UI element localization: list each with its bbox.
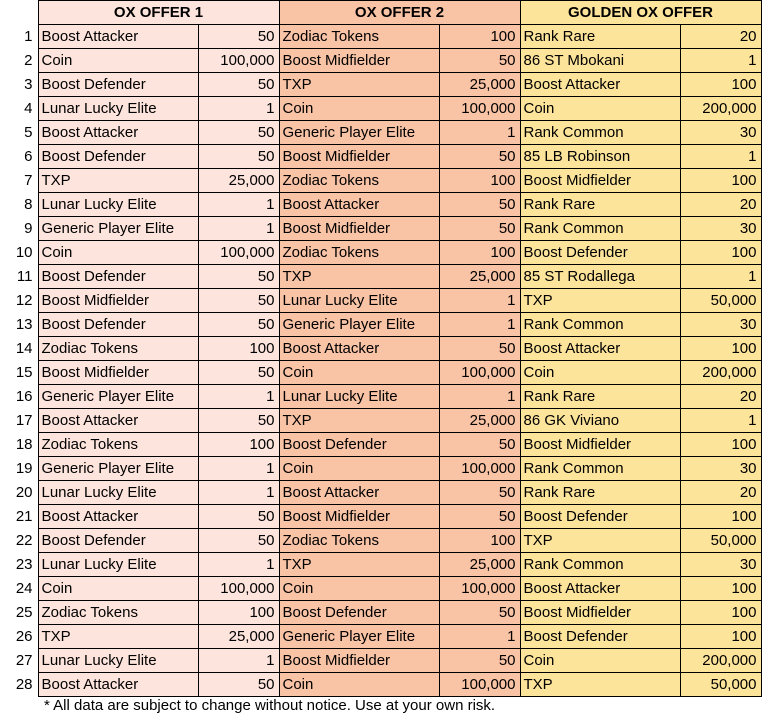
golden-item-cell[interactable]: Rank Rare	[520, 25, 680, 49]
golden-item-cell[interactable]: Boost Defender	[520, 625, 680, 649]
table-row	[0, 625, 761, 649]
offer2-item-cell[interactable]: Boost Midfielder	[279, 145, 439, 169]
offer1-qty-cell[interactable]: 50	[198, 25, 279, 49]
row-number-cell: 5	[0, 121, 38, 145]
offer1-qty-cell[interactable]: 1	[198, 481, 279, 505]
golden-item-cell[interactable]: Boost Attacker	[520, 73, 680, 97]
golden-item-cell[interactable]: Rank Rare	[520, 385, 680, 409]
table-row	[0, 241, 761, 265]
offer2-qty-cell[interactable]: 25,000	[439, 73, 520, 97]
golden-item-cell[interactable]: 85 ST Rodallega	[520, 265, 680, 289]
offer2-qty-cell[interactable]: 100,000	[439, 457, 520, 481]
offer2-item-cell[interactable]: Coin	[279, 457, 439, 481]
offer1-qty-cell[interactable]: 50	[198, 313, 279, 337]
table-row	[0, 457, 761, 481]
offer2-qty-cell[interactable]: 100,000	[439, 97, 520, 121]
offer1-item-cell[interactable]: Lunar Lucky Elite	[38, 553, 198, 577]
offer1-qty-cell[interactable]: 100,000	[198, 49, 279, 73]
golden-qty-cell[interactable]: 1	[680, 409, 761, 433]
golden-qty-cell[interactable]: 100	[680, 625, 761, 649]
table-row	[0, 289, 761, 313]
row-number-cell: 17	[0, 409, 38, 433]
offer1-qty-cell[interactable]: 50	[198, 505, 279, 529]
golden-item-cell[interactable]: Boost Defender	[520, 505, 680, 529]
offer1-item-cell[interactable]: TXP	[38, 625, 198, 649]
offer1-item-cell[interactable]: Lunar Lucky Elite	[38, 193, 198, 217]
offer1-item-cell[interactable]: Zodiac Tokens	[38, 337, 198, 361]
golden-item-cell[interactable]: Rank Rare	[520, 481, 680, 505]
offer1-qty-cell[interactable]: 100	[198, 433, 279, 457]
offer1-qty-cell[interactable]: 100	[198, 601, 279, 625]
table-row	[0, 97, 761, 121]
golden-item-cell[interactable]: Rank Rare	[520, 193, 680, 217]
golden-item-cell[interactable]: TXP	[520, 529, 680, 553]
golden-qty-cell[interactable]: 30	[680, 217, 761, 241]
offer1-qty-cell[interactable]: 50	[198, 361, 279, 385]
golden-qty-cell[interactable]: 200,000	[680, 649, 761, 673]
offer2-qty-cell[interactable]: 1	[439, 289, 520, 313]
golden-qty-cell[interactable]: 50,000	[680, 529, 761, 553]
golden-item-cell[interactable]: Rank Common	[520, 313, 680, 337]
offer2-item-cell[interactable]: TXP	[279, 553, 439, 577]
header-ox-offer-2[interactable]: OX OFFER 2	[279, 1, 520, 25]
golden-qty-cell[interactable]: 30	[680, 121, 761, 145]
golden-qty-cell[interactable]: 100	[680, 169, 761, 193]
offer1-item-cell[interactable]: Boost Midfielder	[38, 361, 198, 385]
offer2-qty-cell[interactable]: 50	[439, 217, 520, 241]
offer2-item-cell[interactable]: Boost Attacker	[279, 337, 439, 361]
table-row	[0, 505, 761, 529]
table-row	[0, 217, 761, 241]
row-number-cell: 16	[0, 385, 38, 409]
offer2-item-cell[interactable]: Coin	[279, 361, 439, 385]
row-number-cell: 27	[0, 649, 38, 673]
offer1-item-cell[interactable]: Boost Defender	[38, 265, 198, 289]
golden-item-cell[interactable]: Boost Defender	[520, 241, 680, 265]
table-row	[0, 313, 761, 337]
golden-item-cell[interactable]: 86 GK Viviano	[520, 409, 680, 433]
table-row	[0, 361, 761, 385]
row-number-cell: 19	[0, 457, 38, 481]
offer2-qty-cell[interactable]: 1	[439, 313, 520, 337]
golden-qty-cell[interactable]: 30	[680, 457, 761, 481]
offer2-item-cell[interactable]: Lunar Lucky Elite	[279, 289, 439, 313]
table-row	[0, 121, 761, 145]
golden-item-cell[interactable]: Rank Common	[520, 553, 680, 577]
offer2-item-cell[interactable]: TXP	[279, 409, 439, 433]
table-row	[0, 25, 761, 49]
offer1-item-cell[interactable]: Lunar Lucky Elite	[38, 649, 198, 673]
offer2-item-cell[interactable]: Boost Defender	[279, 601, 439, 625]
row-number-cell: 26	[0, 625, 38, 649]
offer2-item-cell[interactable]: Coin	[279, 97, 439, 121]
offer1-qty-cell[interactable]: 50	[198, 121, 279, 145]
offer2-item-cell[interactable]: Boost Midfielder	[279, 217, 439, 241]
row-number-cell: 1	[0, 25, 38, 49]
golden-qty-cell[interactable]: 200,000	[680, 361, 761, 385]
offer2-qty-cell[interactable]: 50	[439, 49, 520, 73]
row-number-cell: 18	[0, 433, 38, 457]
offer2-qty-cell[interactable]: 1	[439, 121, 520, 145]
offer1-item-cell[interactable]: Generic Player Elite	[38, 457, 198, 481]
golden-item-cell[interactable]: Boost Attacker	[520, 337, 680, 361]
offer1-qty-cell[interactable]: 50	[198, 73, 279, 97]
offer2-qty-cell[interactable]: 50	[439, 649, 520, 673]
offer2-item-cell[interactable]: Boost Attacker	[279, 481, 439, 505]
row-number-cell: 2	[0, 49, 38, 73]
offer1-item-cell[interactable]: Boost Defender	[38, 145, 198, 169]
footnote: * All data are subject to change without notice. Use at your own risk.	[44, 697, 496, 714]
offer1-item-cell[interactable]: Boost Attacker	[38, 505, 198, 529]
offer1-item-cell[interactable]: Coin	[38, 577, 198, 601]
offer1-item-cell[interactable]: Boost Defender	[38, 529, 198, 553]
header-ox-offer-1[interactable]: OX OFFER 1	[38, 1, 279, 25]
golden-item-cell[interactable]: Rank Common	[520, 121, 680, 145]
offer1-item-cell[interactable]: TXP	[38, 169, 198, 193]
golden-item-cell[interactable]: Rank Common	[520, 217, 680, 241]
offer2-qty-cell[interactable]: 50	[439, 433, 520, 457]
offer1-item-cell[interactable]: Boost Defender	[38, 73, 198, 97]
row-number-cell: 6	[0, 145, 38, 169]
table-row	[0, 265, 761, 289]
header-golden-ox-offer[interactable]: GOLDEN OX OFFER	[520, 1, 761, 25]
offer1-qty-cell[interactable]: 25,000	[198, 625, 279, 649]
table-row	[0, 145, 761, 169]
corner-cell	[0, 1, 38, 25]
table-row	[0, 433, 761, 457]
table-row	[0, 193, 761, 217]
offer2-item-cell[interactable]: Boost Midfielder	[279, 649, 439, 673]
offer2-item-cell[interactable]: Boost Midfielder	[279, 505, 439, 529]
offer1-item-cell[interactable]: Boost Attacker	[38, 121, 198, 145]
table-row	[0, 385, 761, 409]
golden-item-cell[interactable]: 85 LB Robinson	[520, 145, 680, 169]
offer2-qty-cell[interactable]: 1	[439, 625, 520, 649]
offer2-qty-cell[interactable]: 50	[439, 481, 520, 505]
row-number-cell: 7	[0, 169, 38, 193]
offer2-item-cell[interactable]: Lunar Lucky Elite	[279, 385, 439, 409]
offer2-item-cell[interactable]: Zodiac Tokens	[279, 529, 439, 553]
golden-qty-cell[interactable]: 50,000	[680, 289, 761, 313]
offer1-qty-cell[interactable]: 1	[198, 553, 279, 577]
offer1-qty-cell[interactable]: 100,000	[198, 241, 279, 265]
header-row	[0, 1, 761, 25]
offer1-item-cell[interactable]: Boost Defender	[38, 313, 198, 337]
offer2-item-cell[interactable]: Boost Defender	[279, 433, 439, 457]
row-number-cell: 4	[0, 97, 38, 121]
golden-item-cell[interactable]: Coin	[520, 97, 680, 121]
row-number-cell: 11	[0, 265, 38, 289]
offer1-qty-cell[interactable]: 50	[198, 409, 279, 433]
golden-qty-cell[interactable]: 100	[680, 577, 761, 601]
table-row	[0, 409, 761, 433]
offer2-qty-cell[interactable]: 25,000	[439, 265, 520, 289]
golden-qty-cell[interactable]: 100	[680, 601, 761, 625]
offer2-qty-cell[interactable]: 50	[439, 193, 520, 217]
table-row	[0, 337, 761, 361]
offer1-item-cell[interactable]: Boost Attacker	[38, 25, 198, 49]
golden-qty-cell[interactable]: 30	[680, 313, 761, 337]
golden-qty-cell[interactable]: 20	[680, 193, 761, 217]
golden-qty-cell[interactable]: 1	[680, 49, 761, 73]
golden-qty-cell[interactable]: 100	[680, 73, 761, 97]
offer2-item-cell[interactable]: Zodiac Tokens	[279, 25, 439, 49]
row-number-cell: 25	[0, 601, 38, 625]
golden-item-cell[interactable]: TXP	[520, 673, 680, 697]
offer2-qty-cell[interactable]: 50	[439, 505, 520, 529]
offer2-qty-cell[interactable]: 100,000	[439, 673, 520, 697]
offer2-item-cell[interactable]: Zodiac Tokens	[279, 241, 439, 265]
table-row	[0, 169, 761, 193]
golden-item-cell[interactable]: Boost Midfielder	[520, 601, 680, 625]
row-number-cell: 28	[0, 673, 38, 697]
row-number-cell: 20	[0, 481, 38, 505]
row-number-cell: 9	[0, 217, 38, 241]
golden-item-cell[interactable]: Boost Attacker	[520, 577, 680, 601]
table-row	[0, 577, 761, 601]
row-number-cell: 24	[0, 577, 38, 601]
golden-qty-cell[interactable]: 100	[680, 505, 761, 529]
offer2-item-cell[interactable]: Boost Midfielder	[279, 49, 439, 73]
table-row	[0, 73, 761, 97]
offer1-qty-cell[interactable]: 50	[198, 145, 279, 169]
row-number-cell: 14	[0, 337, 38, 361]
offer1-item-cell[interactable]: Coin	[38, 49, 198, 73]
golden-qty-cell[interactable]: 20	[680, 385, 761, 409]
offer1-qty-cell[interactable]: 100,000	[198, 577, 279, 601]
offer2-qty-cell[interactable]: 1	[439, 385, 520, 409]
golden-qty-cell[interactable]: 200,000	[680, 97, 761, 121]
golden-qty-cell[interactable]: 100	[680, 241, 761, 265]
offer2-qty-cell[interactable]: 50	[439, 601, 520, 625]
offer2-qty-cell[interactable]: 25,000	[439, 553, 520, 577]
golden-qty-cell[interactable]: 50,000	[680, 673, 761, 697]
offer1-item-cell[interactable]: Generic Player Elite	[38, 385, 198, 409]
golden-item-cell[interactable]: 86 ST Mbokani	[520, 49, 680, 73]
offer1-item-cell[interactable]: Coin	[38, 241, 198, 265]
offer2-item-cell[interactable]: Generic Player Elite	[279, 625, 439, 649]
offer1-qty-cell[interactable]: 1	[198, 97, 279, 121]
offer1-qty-cell[interactable]: 1	[198, 193, 279, 217]
offer1-item-cell[interactable]: Lunar Lucky Elite	[38, 97, 198, 121]
offer2-item-cell[interactable]: TXP	[279, 73, 439, 97]
golden-qty-cell[interactable]: 100	[680, 337, 761, 361]
row-number-cell: 15	[0, 361, 38, 385]
row-number-cell: 13	[0, 313, 38, 337]
table-row	[0, 649, 761, 673]
golden-qty-cell[interactable]: 1	[680, 265, 761, 289]
offer1-qty-cell[interactable]: 1	[198, 649, 279, 673]
offer2-qty-cell[interactable]: 100	[439, 241, 520, 265]
offer2-item-cell[interactable]: TXP	[279, 265, 439, 289]
offer1-qty-cell[interactable]: 1	[198, 457, 279, 481]
table-row	[0, 601, 761, 625]
golden-item-cell[interactable]: Boost Midfielder	[520, 433, 680, 457]
offer2-item-cell[interactable]: Boost Attacker	[279, 193, 439, 217]
golden-item-cell[interactable]: Rank Common	[520, 457, 680, 481]
offer1-item-cell[interactable]: Lunar Lucky Elite	[38, 481, 198, 505]
table-row	[0, 481, 761, 505]
offer1-item-cell[interactable]: Boost Attacker	[38, 673, 198, 697]
offer1-qty-cell[interactable]: 50	[198, 673, 279, 697]
offer1-qty-cell[interactable]: 1	[198, 217, 279, 241]
offer1-qty-cell[interactable]: 50	[198, 265, 279, 289]
offer1-qty-cell[interactable]: 50	[198, 529, 279, 553]
table-row	[0, 553, 761, 577]
offer2-qty-cell[interactable]: 100,000	[439, 577, 520, 601]
offer2-qty-cell[interactable]: 100	[439, 529, 520, 553]
row-number-cell: 3	[0, 73, 38, 97]
offer1-qty-cell[interactable]: 100	[198, 337, 279, 361]
golden-item-cell[interactable]: Coin	[520, 361, 680, 385]
offer2-item-cell[interactable]: Generic Player Elite	[279, 121, 439, 145]
offer2-qty-cell[interactable]: 50	[439, 145, 520, 169]
table-row	[0, 49, 761, 73]
offer2-item-cell[interactable]: Coin	[279, 577, 439, 601]
golden-qty-cell[interactable]: 20	[680, 481, 761, 505]
golden-qty-cell[interactable]: 30	[680, 553, 761, 577]
offer1-item-cell[interactable]: Boost Attacker	[38, 409, 198, 433]
golden-item-cell[interactable]: Boost Midfielder	[520, 169, 680, 193]
golden-item-cell[interactable]: Coin	[520, 649, 680, 673]
golden-item-cell[interactable]: TXP	[520, 289, 680, 313]
offer2-item-cell[interactable]: Zodiac Tokens	[279, 169, 439, 193]
offer1-item-cell[interactable]: Zodiac Tokens	[38, 433, 198, 457]
offer2-qty-cell[interactable]: 100,000	[439, 361, 520, 385]
offer1-qty-cell[interactable]: 25,000	[198, 169, 279, 193]
offer2-item-cell[interactable]: Generic Player Elite	[279, 313, 439, 337]
table-body	[0, 25, 761, 697]
row-number-cell: 21	[0, 505, 38, 529]
row-number-cell: 10	[0, 241, 38, 265]
offer2-qty-cell[interactable]: 100	[439, 25, 520, 49]
golden-qty-cell[interactable]: 20	[680, 25, 761, 49]
table-row	[0, 673, 761, 697]
offer2-qty-cell[interactable]: 100	[439, 169, 520, 193]
row-number-cell: 22	[0, 529, 38, 553]
golden-qty-cell[interactable]: 1	[680, 145, 761, 169]
row-number-cell: 8	[0, 193, 38, 217]
offer2-item-cell[interactable]: Coin	[279, 673, 439, 697]
offer1-item-cell[interactable]: Zodiac Tokens	[38, 601, 198, 625]
offer2-qty-cell[interactable]: 50	[439, 337, 520, 361]
golden-qty-cell[interactable]: 100	[680, 433, 761, 457]
offer1-qty-cell[interactable]: 50	[198, 289, 279, 313]
row-number-cell: 23	[0, 553, 38, 577]
offer1-item-cell[interactable]: Generic Player Elite	[38, 217, 198, 241]
offer2-qty-cell[interactable]: 25,000	[439, 409, 520, 433]
offer1-item-cell[interactable]: Boost Midfielder	[38, 289, 198, 313]
table-row	[0, 529, 761, 553]
row-number-cell: 12	[0, 289, 38, 313]
offer1-qty-cell[interactable]: 1	[198, 385, 279, 409]
